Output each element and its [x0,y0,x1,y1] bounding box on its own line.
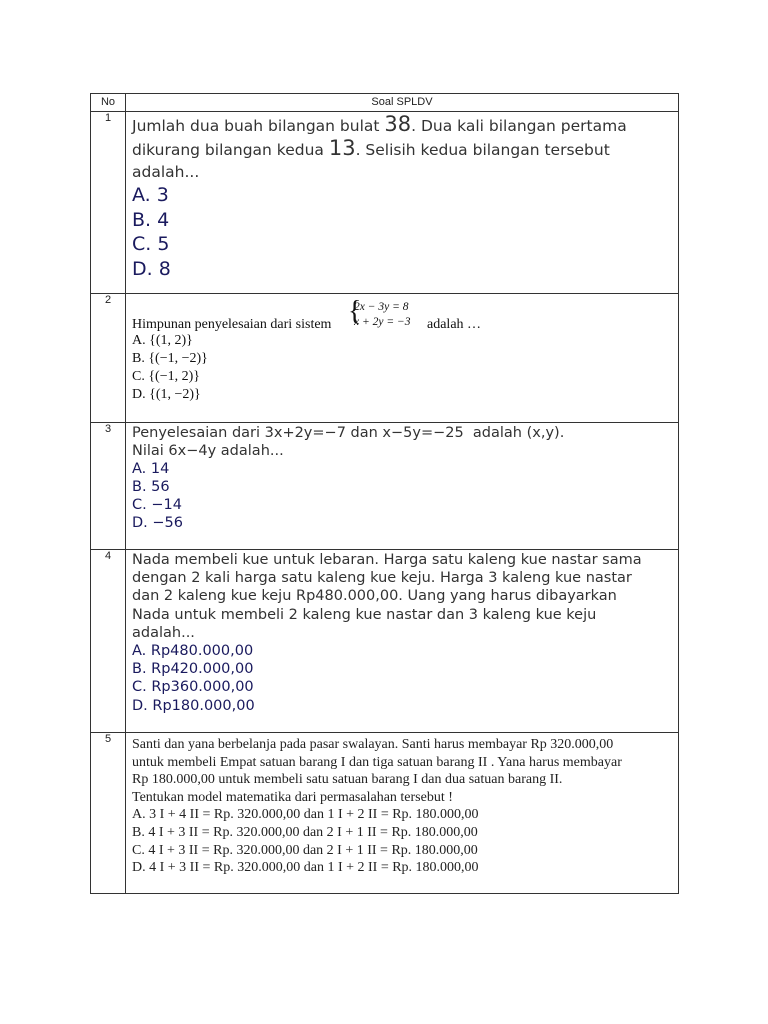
question-5 [126,733,678,877]
question-2 [126,294,678,404]
number-highlight: 13 [328,136,356,160]
question-cell [126,423,679,550]
option-b: B. 4 [132,208,170,231]
question-number: 2 [91,294,126,423]
option-d: D. {(1, −2)} [132,387,201,402]
equation-2: x + 2y = −3 [354,316,411,328]
question-cell [126,112,679,294]
brace-icon: { [348,296,362,327]
option-a: A. Rp480.000,00 [132,643,254,660]
question-number: 1 [91,112,126,294]
question-text [132,298,674,332]
question-number: 3 [91,423,126,550]
text-segment: . Selisih kedua bilangan tersebut adalah... [132,141,610,181]
equation-1: 2x − 3y = 8 [354,301,409,313]
question-cell [126,550,679,733]
option-c: C. 5 [132,233,170,255]
question-text: dan 2 kaleng kue keju Rp480.000,00. Uang yang harus dibayarkan [132,588,617,605]
option-a: A. 3 I + 4 II = Rp. 320.000,00 dan 1 I + 2 II = Rp. 180.000,00 [132,807,479,823]
option-b: B. Rp420.000,00 [132,661,254,678]
question-1 [126,112,678,281]
question-number: 4 [91,550,126,733]
option-b: B. {(−1, −2)} [132,351,208,366]
option-b: B. 56 [132,479,170,495]
question-text: Santi dan yana berbelanja pada pasar swalayan. Santi harus membayar Rp 320.000,00 [132,737,614,752]
question-text: untuk membeli Empat satuan barang I dan tiga satuan barang II . Yana harus membayar [132,754,622,770]
question-row-1 [91,112,679,294]
text-segment: adalah … [427,317,482,332]
header-no: No [91,94,126,112]
number-highlight: 38 [384,112,412,136]
header-row [91,94,679,112]
question-number: 5 [91,733,126,894]
question-text: Rp 180.000,00 untuk membeli satu satuan barang I dan dua satuan barang II. [132,772,563,788]
question-row-5 [91,733,679,894]
question-text: dengan 2 kali harga satu kaleng kue keju. Harga 3 kaleng kue nastar [132,570,632,587]
option-c: C. {(−1, 2)} [132,369,200,384]
option-d: D. −56 [132,515,183,531]
question-row-2 [91,294,679,423]
text-segment: Jumlah dua buah bilangan bulat [132,117,385,135]
option-a: A. 14 [132,461,170,477]
option-d: D. 4 I + 3 II = Rp. 320.000,00 dan 1 I + 2 II = Rp. 180.000,00 [132,860,479,876]
text-segment: Himpunan penyelesaian dari sistem [132,317,332,332]
option-a: A. {(1, 2)} [132,333,193,348]
question-table [90,93,679,894]
header-title: Soal SPLDV [126,94,679,112]
option-d: D. Rp180.000,00 [132,697,255,714]
option-b: B. 4 I + 3 II = Rp. 320.000,00 dan 2 I + 1 II = Rp. 180.000,00 [132,824,478,840]
question-text: Nada membeli kue untuk lebaran. Harga satu kaleng kue nastar sama [132,552,642,568]
question-text: Tentukan model matematika dari permasalahan tersebut ! [132,789,453,805]
question-text: Nada untuk membeli 2 kaleng kue nastar dan 3 kaleng kue keju [132,606,597,623]
question-row-3 [91,423,679,550]
question-cell [126,294,679,423]
question-text [132,113,674,183]
question-text: Nilai 6x−4y adalah... [132,443,284,459]
question-3 [126,423,678,532]
question-4 [126,550,678,715]
question-text: adalah... [132,624,195,641]
option-a: A. 3 [132,184,169,206]
option-c: C. 4 I + 3 II = Rp. 320.000,00 dan 2 I + 1 II = Rp. 180.000,00 [132,842,478,858]
text-segment: . Dua kali bilangan pertama dikurang bilangan kedua [132,117,627,159]
option-d: D. 8 [132,257,171,280]
question-row-4 [91,550,679,733]
question-text: Penyelesaian dari 3x+2y=−7 dan x−5y=−25 adalah (x,y). [132,425,565,441]
question-cell [126,733,679,894]
equation-system [348,296,411,330]
option-c: C. Rp360.000,00 [132,679,254,696]
option-c: C. −14 [132,497,182,513]
